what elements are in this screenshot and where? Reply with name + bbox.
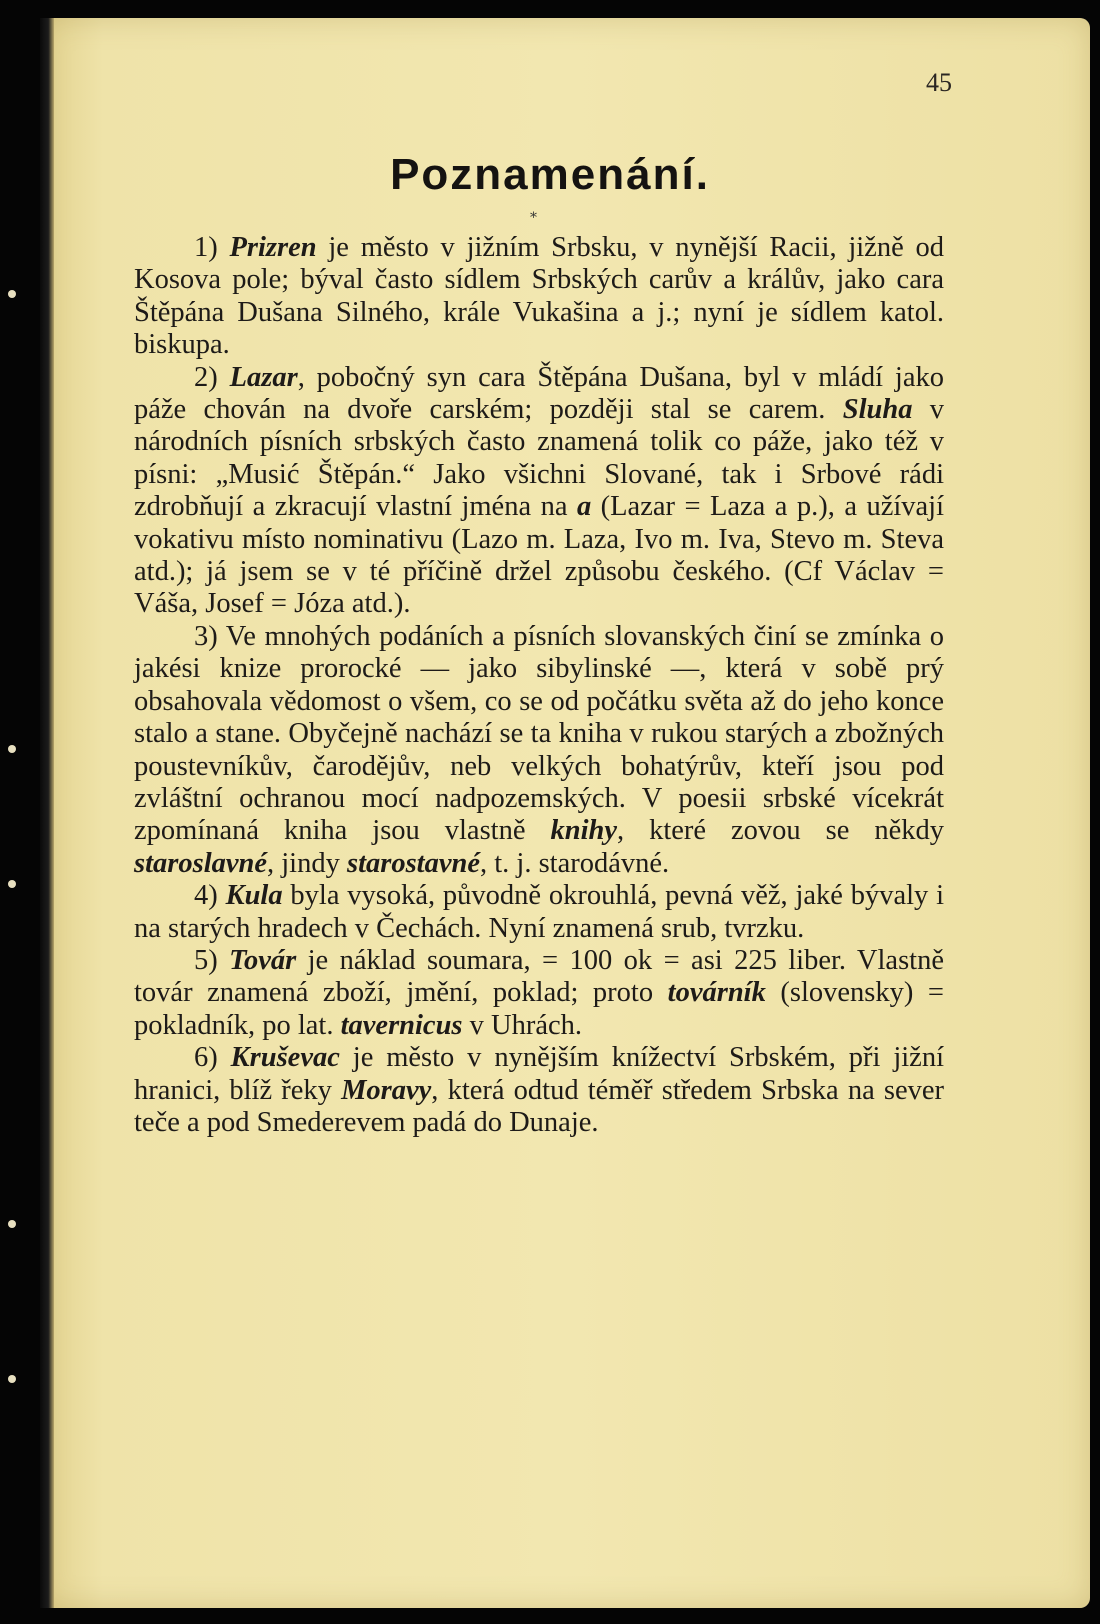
- note-term: Kula: [225, 880, 283, 912]
- note-number: 2): [194, 361, 218, 393]
- note-term: Továr: [229, 944, 297, 976]
- note-text: je náklad soumara, = 100 ok = asi 225 liber. Vlastně továr znamená zboží, jmění, poklad; proto: [134, 944, 944, 1009]
- note-term: staroslavné: [134, 847, 268, 879]
- note-text: je město v jižním Srbsku, v nynější Racii, jižně od Kosova pole; býval často sídlem Srbských carův a králův, jako cara Štěpána Dušana Silného, krále Vukašina a j.; nyní je sídlem katol. biskupa.: [134, 232, 944, 361]
- note-term: Lazar: [229, 361, 298, 393]
- note-text: v národních písních srbských často znamená tolik co páže, jako též v písni: „Musić Štěpán.“ Jako všichni Slované, tak i Srbové rádi zdrobňují a zkracují vlastní jména na: [134, 394, 945, 523]
- note-text: , která odtud téměř středem Srbska na sever teče a pod Smederevem padá do Dunaje.: [134, 1074, 944, 1138]
- margin-mark: [8, 1375, 16, 1383]
- note-number: 1): [194, 232, 218, 263]
- note-number: 4): [194, 880, 218, 912]
- margin-mark: [8, 880, 16, 888]
- note-text: (Lazar = Laza a p.), a užívají vokativu místo nominativu (Lazo m. Laza, Ivo m. Iva, Stevo m. Steva atd.); já jsem se v té příčině držel způsobu českého. (Cf Václav = Váša, Josef = Józa atd.).: [134, 491, 944, 620]
- note-term: Kruševac: [230, 1042, 340, 1074]
- note-number: 3): [194, 620, 218, 652]
- note-3: [134, 621, 944, 880]
- note-text: Ve mnohých podáních a písních slovanských činí se zmínka o jakési knize prorocké — jako sibylinské —, která v sobě prý obsahovala vědomost o všem, co se od počátku světa až do jeho konce stalo a stane. Obyčejně nachází se ta kniha v rukou starých a zbožných poustevníkův, čarodějův, neb velkých bohatýrův, kteří jsou pod zvláštní ochranou mocí nadpozemských. V poesii srbské vícekrát zpomínaná kniha jsou vlastně: [134, 620, 944, 847]
- note-term: továrník: [667, 977, 766, 1009]
- note-text: , pobočný syn cara Štěpána Dušana, byl v mládí jako páže chován na dvoře carském; později stal se carem.: [134, 361, 944, 426]
- note-term: knihy: [550, 815, 617, 847]
- note-text: v Uhrách.: [462, 1009, 583, 1041]
- note-term: a: [576, 491, 592, 523]
- page-number: 45: [926, 68, 952, 97]
- note-term: Sluha: [842, 394, 913, 426]
- margin-mark: [8, 290, 16, 298]
- note-text: je město v nynějším knížectví Srbském, při jižní hranici, blíž řeky: [134, 1042, 944, 1106]
- note-term: starostavné: [346, 847, 480, 879]
- note-term: Moravy: [341, 1074, 432, 1106]
- note-text: byla vysoká, původně okrouhlá, pevná věž, jaké bývaly i na starých hradech v Čechách. Nyní znamená srub, tvrzku.: [134, 880, 945, 944]
- note-2: [134, 362, 944, 621]
- ornament-star: *: [530, 210, 537, 226]
- margin-mark: [8, 745, 16, 753]
- note-text: , jindy: [267, 847, 347, 879]
- page-gutter: [40, 18, 54, 1608]
- note-number: 5): [194, 944, 218, 976]
- note-1: [134, 232, 944, 362]
- note-4: [134, 880, 944, 945]
- note-5: [134, 945, 944, 1042]
- note-number: 6): [194, 1042, 218, 1074]
- notes-body: [134, 232, 944, 1139]
- note-text: (slovensky) = pokladník, po lat.: [134, 977, 944, 1041]
- note-6: [134, 1042, 944, 1139]
- note-term: tavernicus: [340, 1009, 463, 1041]
- page-title: Poznamenání.: [390, 150, 710, 199]
- margin-mark: [8, 1220, 16, 1228]
- note-text: , které zovou se někdy: [617, 815, 944, 847]
- note-text: , t. j. starodávné.: [480, 847, 670, 879]
- note-term: Prizren: [229, 232, 317, 263]
